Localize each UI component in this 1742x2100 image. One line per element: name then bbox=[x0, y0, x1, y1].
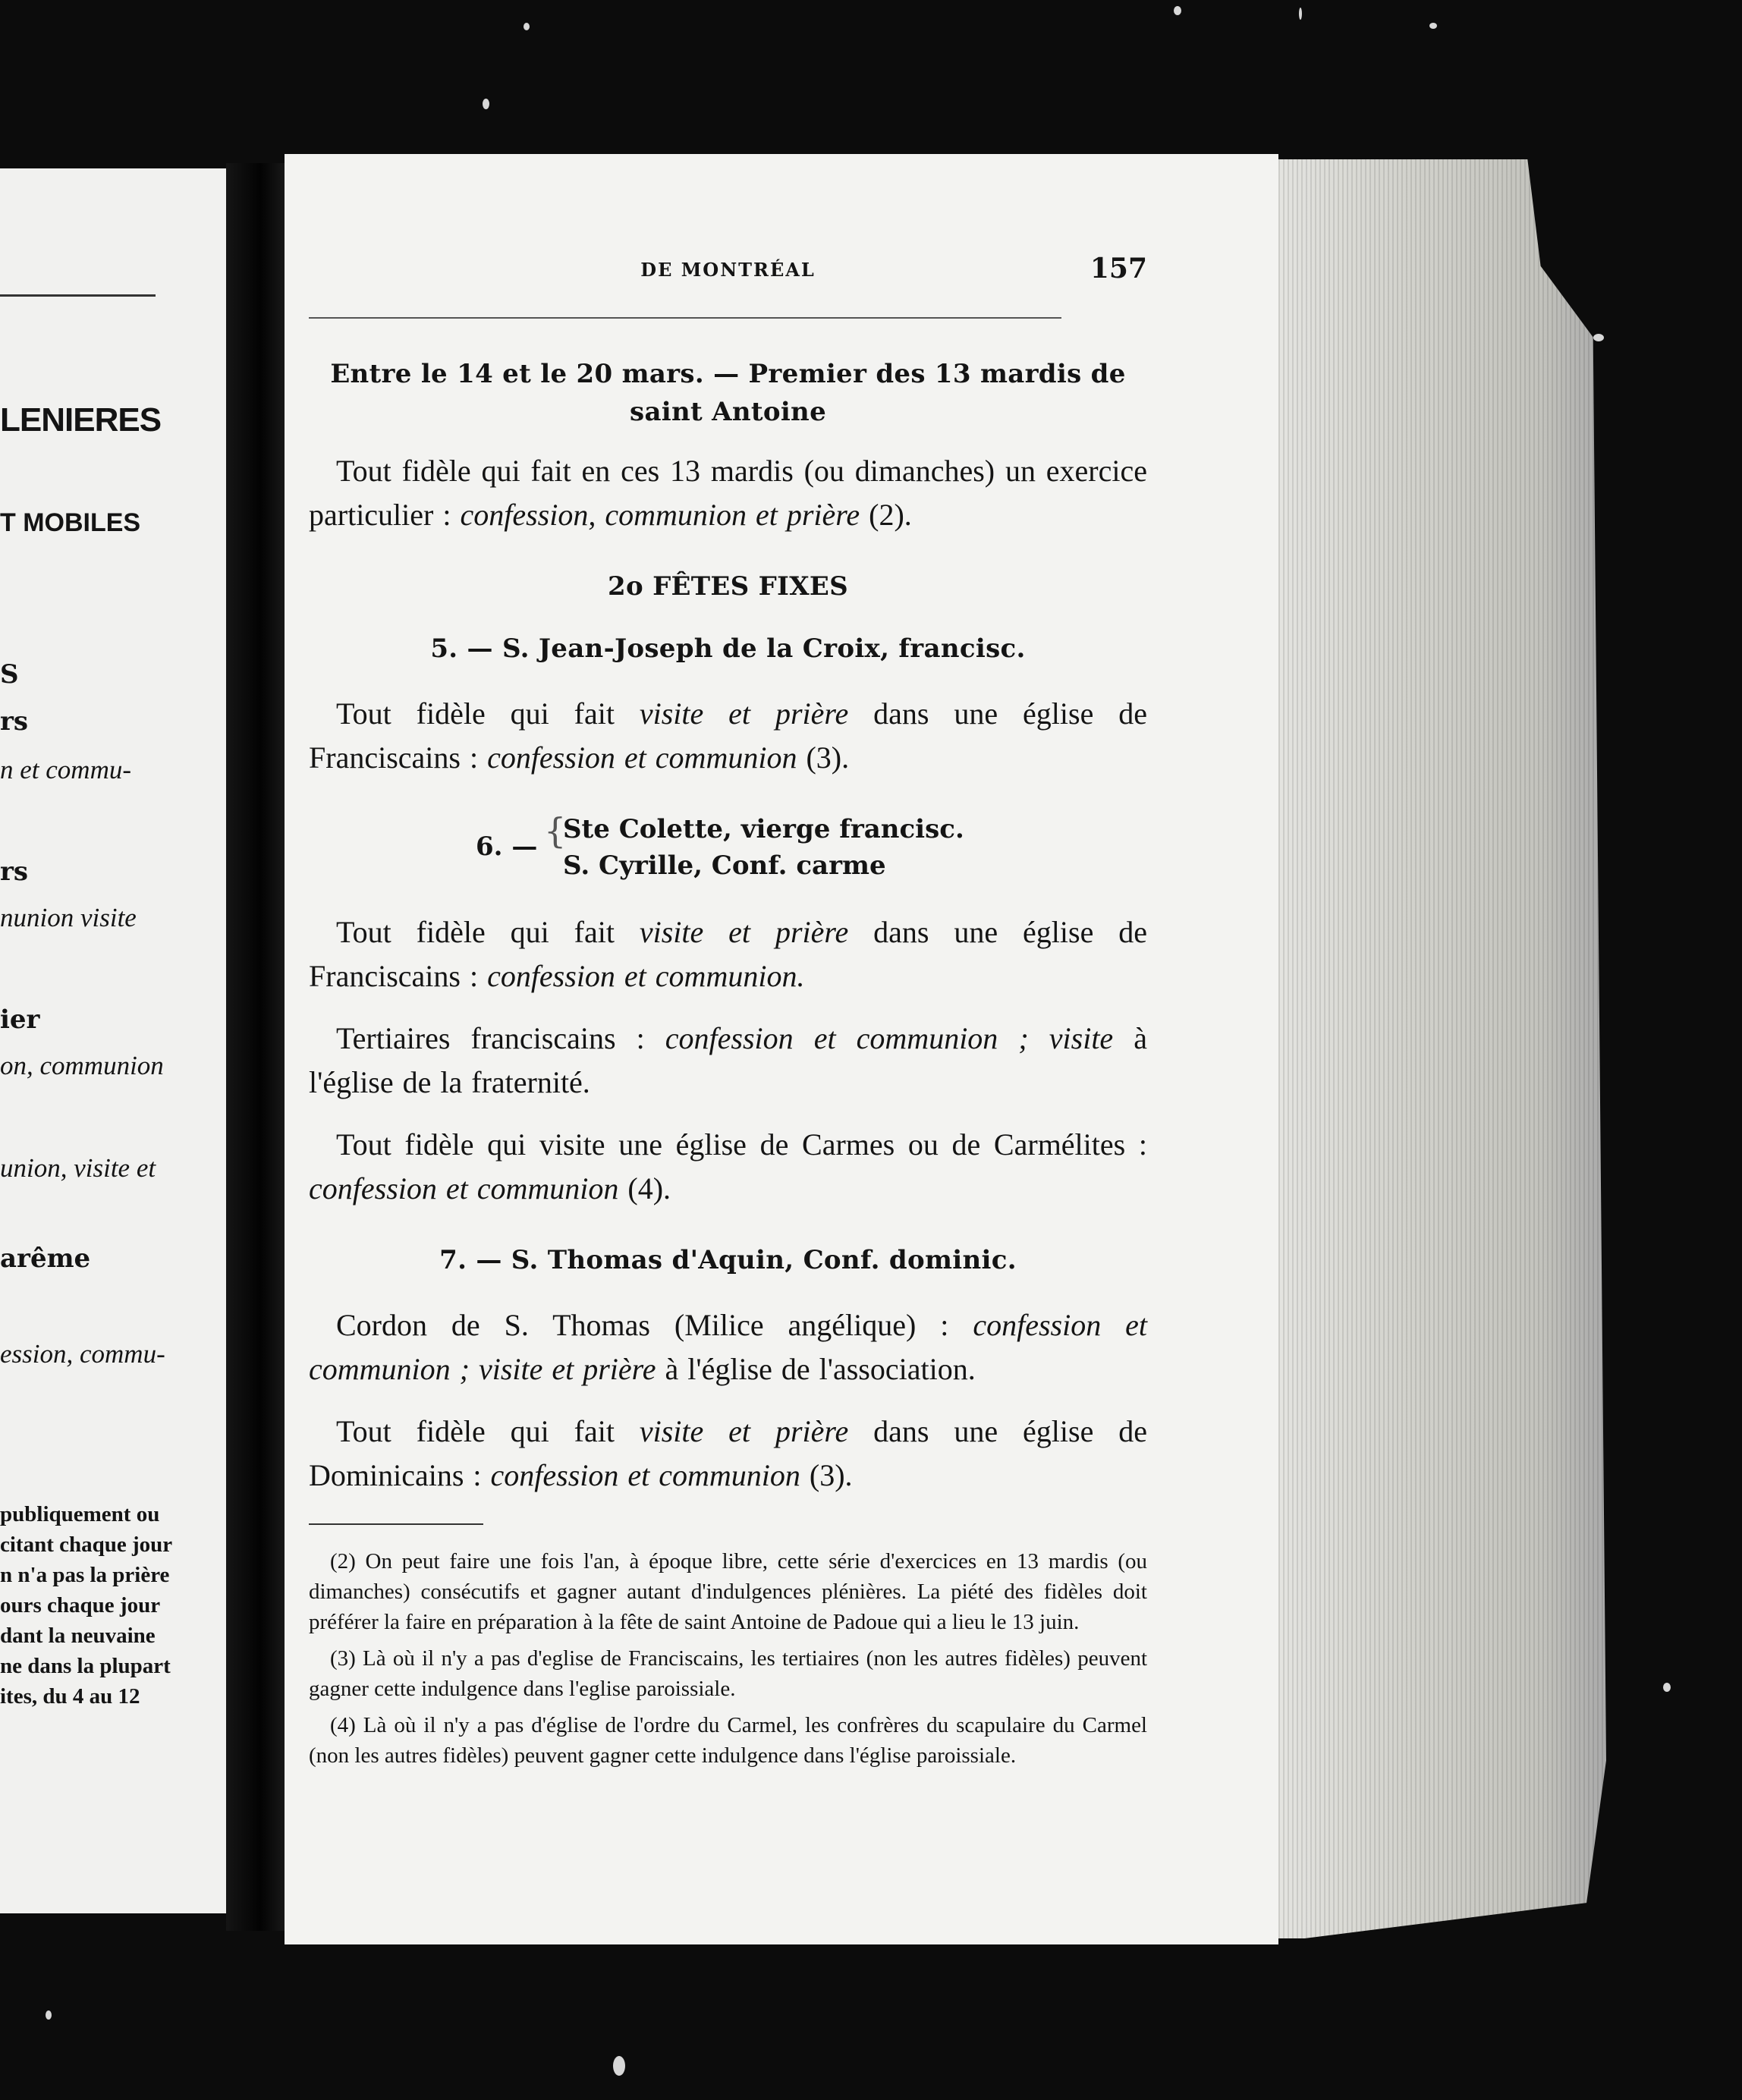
entry-heading-7: 7. — S. Thomas d'Aquin, Conf. dominic. bbox=[439, 1245, 1017, 1275]
section-heading-13-mardis: Entre le 14 et le 20 mars. — Premier des 13 mardis de saint Antoine bbox=[330, 359, 1126, 427]
running-head: DE MONTRÉAL bbox=[640, 259, 816, 281]
paragraph-13-mardis: Tout fidèle qui fait en ces 13 mardis (ou dimanches) un exercice particulier : confession, communion et prière (2). bbox=[309, 454, 1147, 532]
scan-speck bbox=[613, 2056, 625, 2076]
entry-heading-6 bbox=[309, 810, 1147, 886]
left-line: arême bbox=[0, 1243, 91, 1274]
left-line: ession, commu- bbox=[0, 1339, 165, 1369]
scan-speck bbox=[1299, 8, 1302, 20]
brace-glyph: { bbox=[544, 810, 567, 851]
scan-speck bbox=[483, 99, 489, 109]
left-line: n et commu- bbox=[0, 755, 132, 784]
page-number: 157 bbox=[1090, 253, 1147, 285]
left-footer-line: dant la neuvaine bbox=[0, 1624, 156, 1648]
footnote-3: (3) Là où il n'y a pas d'eglise de Franciscains, les tertiaires (non les autres fidèles) peuvent gagner cette indulgence dans l'eglise paroissiale. bbox=[309, 1646, 1147, 1701]
paragraph-entry-6-carmes: Tout fidèle qui visite une église de Carmes ou de Carmélites : confession et communion (4). bbox=[309, 1127, 1147, 1206]
scan-speck bbox=[1429, 23, 1437, 29]
footnote-2: (2) On peut faire une fois l'an, à époque libre, cette série d'exercices en 13 mardis (ou dimanches) consécutifs et gagner autant d'indulgences plénières. La piété des fidèles doit préférer la faire en préparation à la fête de saint Antoine de Padoue qui a lieu le 13 juin. bbox=[309, 1549, 1147, 1634]
page-header bbox=[309, 253, 1147, 289]
footnote-rule bbox=[309, 1523, 483, 1525]
scan-speck bbox=[46, 2010, 52, 2020]
left-page-rule bbox=[0, 294, 156, 297]
left-footer-line: n n'a pas la prière bbox=[0, 1563, 170, 1587]
scan-speck bbox=[1174, 6, 1181, 15]
paragraph-entry-6-franciscains: Tout fidèle qui fait visite et prière dans une église de Franciscains : confession et communion. bbox=[309, 915, 1147, 993]
paragraph-entry-6-tertiaires: Tertiaires franciscains : confession et communion ; visite à l'église de la fraternité. bbox=[309, 1021, 1148, 1099]
left-line: S bbox=[0, 659, 19, 690]
paragraph-entry-7-dominicains: Tout fidèle qui fait visite et prière dans une église de Dominicains : confession et communion (3). bbox=[309, 1414, 1147, 1492]
section-heading-fetes-fixes: 2o FÊTES FIXES bbox=[608, 571, 848, 602]
entry-6-number: 6. — bbox=[476, 832, 538, 862]
book-spine-gutter bbox=[226, 163, 288, 1931]
page-text-block bbox=[309, 173, 1147, 1895]
page-edge-stack bbox=[1278, 159, 1606, 1938]
paragraph-entry-5: Tout fidèle qui fait visite et prière dans une église de Franciscains : confession et communion (3). bbox=[309, 696, 1147, 775]
left-heading-1: LENIERES bbox=[0, 401, 162, 439]
page-content bbox=[309, 355, 1147, 1777]
left-footer-line: ites, du 4 au 12 bbox=[0, 1684, 140, 1709]
footnote-4: (4) Là où il n'y a pas d'église de l'ordre du Carmel, les confrères du scapulaire du Carmel (non les autres fidèles) peuvent gagner cette indulgence dans l'église paroissiale. bbox=[309, 1713, 1147, 1768]
left-line: on, communion bbox=[0, 1051, 164, 1080]
left-line: union, visite et bbox=[0, 1153, 156, 1183]
left-line: nunion visite bbox=[0, 903, 137, 932]
paragraph-entry-7-cordon: Cordon de S. Thomas (Milice angélique) : confession et communion ; visite et prière à l'église de l'association. bbox=[309, 1308, 1147, 1386]
entry-6-line-1: Ste Colette, vierge francisc. bbox=[563, 814, 964, 844]
entry-heading-5: 5. — S. Jean-Joseph de la Croix, francisc. bbox=[430, 633, 1026, 664]
left-footer-line: ours chaque jour bbox=[0, 1593, 161, 1617]
left-footer-line: ne dans la plupart bbox=[0, 1654, 171, 1678]
left-page-fragment bbox=[0, 168, 226, 1913]
left-line: rs bbox=[0, 706, 29, 737]
left-line: ier bbox=[0, 1004, 40, 1035]
left-footer-line: publiquement ou bbox=[0, 1502, 160, 1526]
entry-6-line-2: S. Cyrille, Conf. carme bbox=[563, 850, 886, 881]
left-footer-line: citant chaque jour bbox=[0, 1533, 173, 1557]
scan-speck bbox=[524, 23, 530, 30]
left-line: rs bbox=[0, 857, 29, 887]
scan-speck bbox=[1663, 1683, 1671, 1692]
scan-speck bbox=[1593, 334, 1604, 341]
header-rule bbox=[309, 317, 1061, 319]
left-heading-2: T MOBILES bbox=[0, 508, 141, 537]
